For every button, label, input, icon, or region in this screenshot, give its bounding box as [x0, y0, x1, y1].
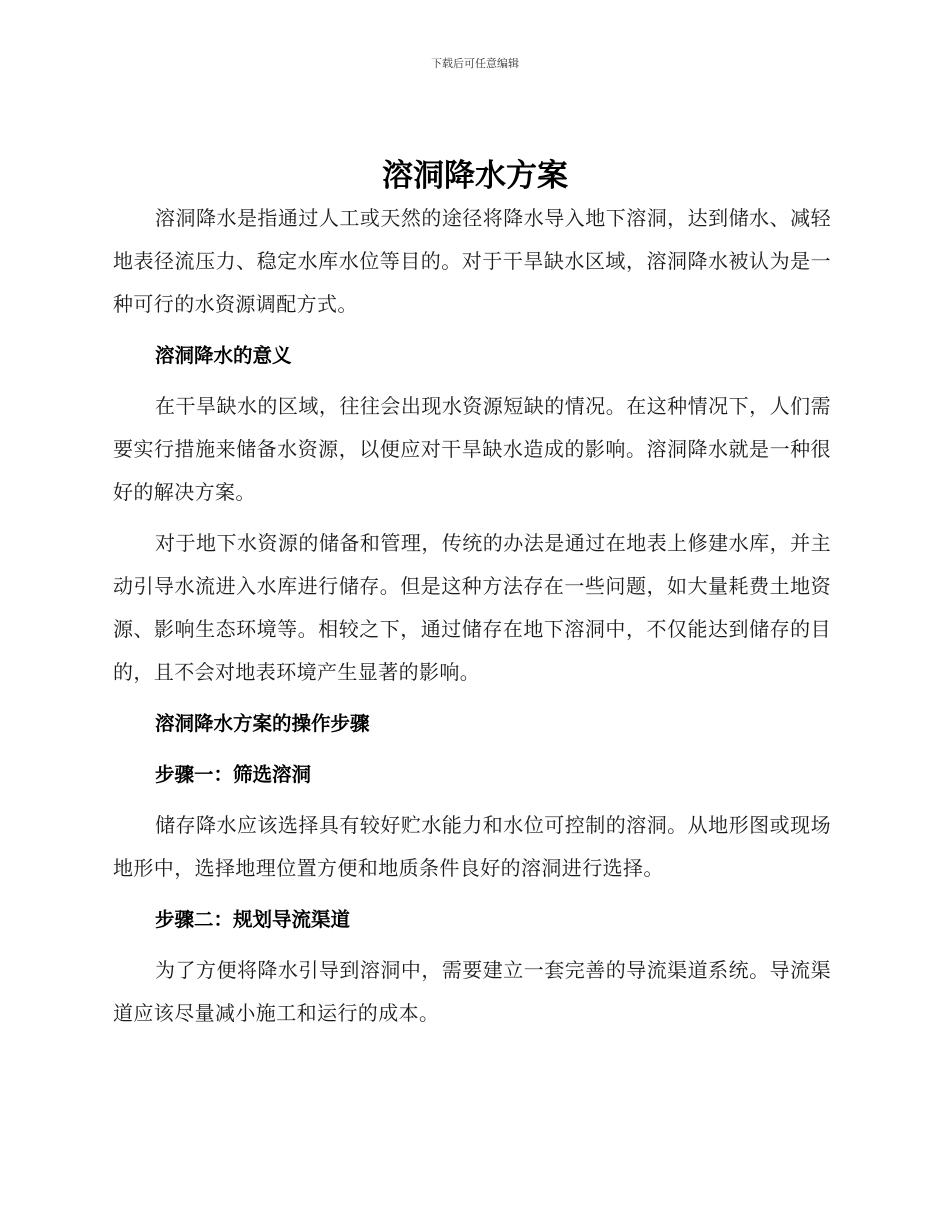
- step1-paragraph: 储存降水应该选择具有较好贮水能力和水位可控制的溶洞。从地形图或现场地形中，选择地理位置方便和地质条件良好的溶洞进行选择。: [113, 813, 831, 880]
- section-heading-steps: 溶洞降水方案的操作步骤: [155, 712, 370, 735]
- step2-paragraph: 为了方便将降水引导到溶洞中，需要建立一套完善的导流渠道系统。导流渠道应该尽量减小施工和运行的成本。: [113, 958, 831, 1025]
- step1-heading: 步骤一：筛选溶洞: [155, 763, 312, 786]
- intro-paragraph: 溶洞降水是指通过人工或天然的途径将降水导入地下溶洞，达到储水、减轻地表径流压力、稳定水库水位等目的。对于干旱缺水区域，溶洞降水被认为是一种可行的水资源调配方式。: [113, 206, 831, 316]
- significance-paragraph-1: 在干旱缺水的区域，往往会出现水资源短缺的情况。在这种情况下，人们需要实行措施来储备水资源，以便应对干旱缺水造成的影响。溶洞降水就是一种很好的解决方案。: [113, 394, 831, 504]
- header-note: 下载后可任意编辑: [431, 57, 519, 70]
- document-body: [113, 197, 831, 1035]
- section-heading-significance: 溶洞降水的意义: [155, 344, 292, 367]
- step2-heading: 步骤二：规划导流渠道: [155, 908, 351, 931]
- document-title: 溶洞降水方案: [382, 158, 568, 194]
- significance-paragraph-2: 对于地下水资源的储备和管理，传统的办法是通过在地表上修建水库，并主动引导水流进入水库进行储存。但是这种方法存在一些问题，如大量耗费土地资源、影响生态环境等。相较之下，通过储存在地下溶洞中，不仅能达到储存的目的，且不会对地表环境产生显著的影响。: [113, 531, 831, 684]
